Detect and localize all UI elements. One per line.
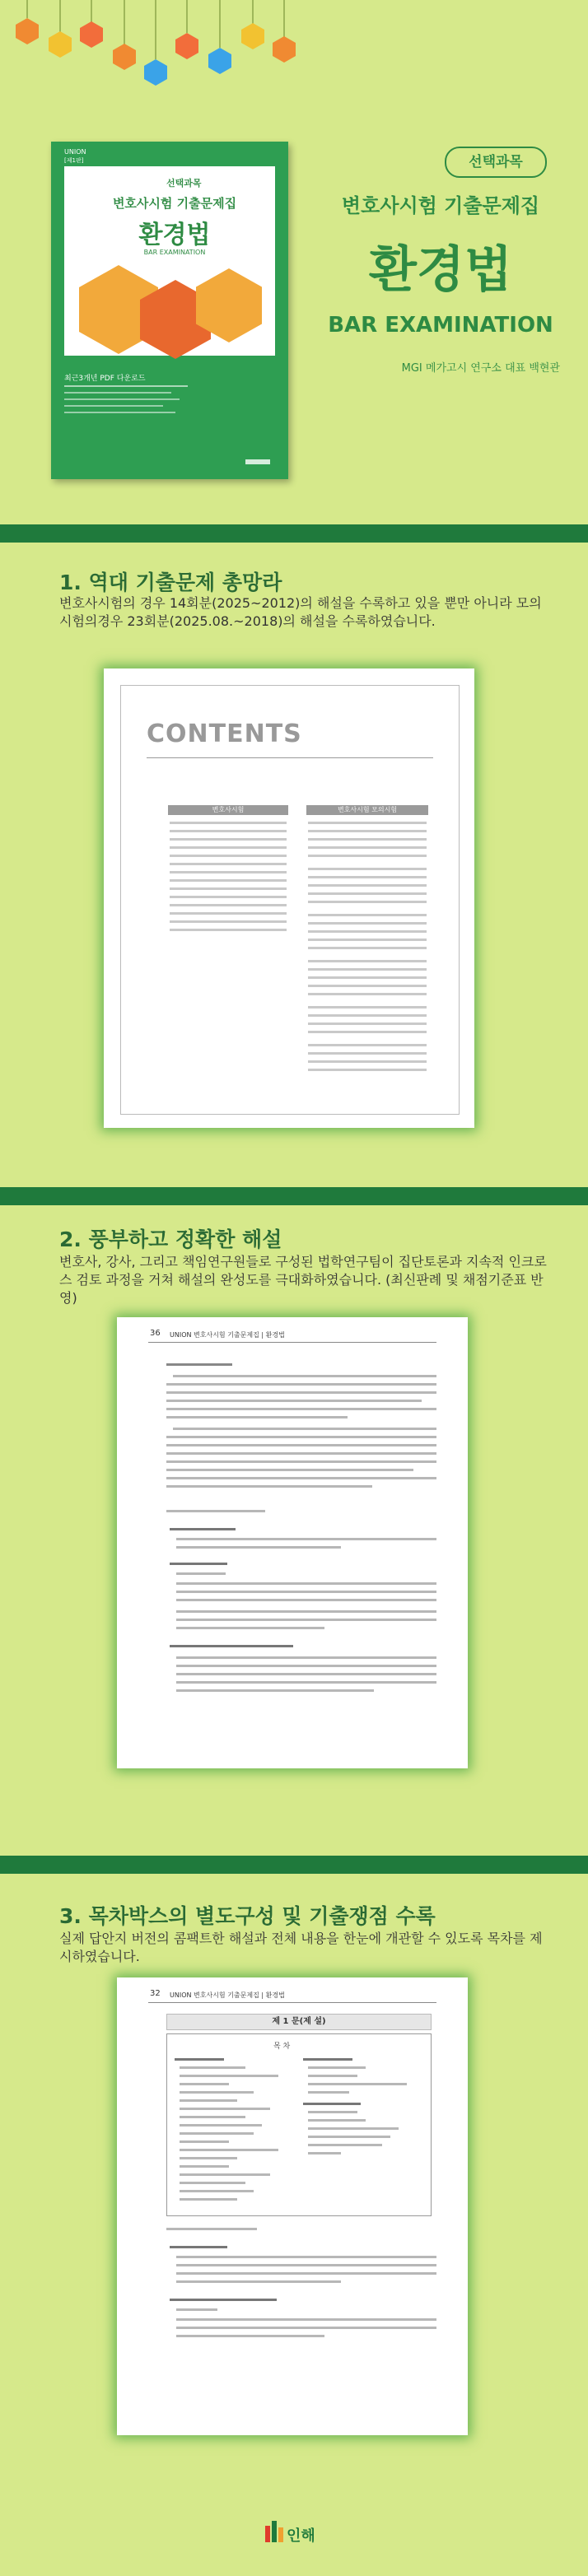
section-divider <box>0 524 588 543</box>
page-number: 36 <box>150 1329 161 1338</box>
book-subtitle: 변호사시험 기출문제집 <box>112 196 237 211</box>
book-publisher-logo <box>245 459 270 464</box>
section-description: 실제 답안지 버전의 콤팩트한 해설과 전체 내용을 한눈에 개관할 수 있도록 목차를 제시하였습니다. <box>59 1931 543 1964</box>
book-bottom-title: 최근3개년 PDF 다운로드 <box>64 375 146 383</box>
toc-label: 목 차 <box>273 2043 291 2051</box>
hero-subtitle: 변호사시험 기출문제집 <box>341 194 540 217</box>
section-description: 변호사시험의 경우 14회분(2025~2012)의 해설을 수록하고 있을 뿐만 아니라 모의시험의경우 23회분(2025.08.~2018)의 해설을 수록하였습니다. <box>59 595 542 629</box>
book-publisher: UNION <box>64 148 86 156</box>
section-title: 3. 목차박스의 별도구성 및 기출쟁점 수록 <box>59 1904 436 1928</box>
commentary-preview <box>117 1317 468 1768</box>
problem-title-box: 제 1 문(제 설) <box>166 2014 432 2030</box>
contents-heading: CONTENTS <box>147 720 302 748</box>
book-edition: [제1판] <box>64 157 84 164</box>
section-description: 변호사, 강사, 그리고 책임연구원들로 구성된 법학연구팀이 집단토론과 지속적 인크로스 검토 과정을 거쳐 해설의 완성도를 극대화하였습니다. (최신판례 및 채점기준표 반영) <box>59 1254 547 1306</box>
hero-title: 환경법 <box>369 241 512 299</box>
publisher-logo-text: 인해 <box>287 2527 315 2545</box>
table-header: 변호사시험 <box>168 805 288 815</box>
table-header: 변호사시험 모의시험 <box>306 805 428 815</box>
contents-preview <box>104 668 474 1128</box>
publisher-logo <box>265 2518 323 2547</box>
page-number: 32 <box>150 1989 161 1998</box>
hero-author: MGI 메가고시 연구소 대표 백현관 <box>401 362 560 375</box>
book-title: 환경법 <box>138 221 211 249</box>
section-divider <box>0 1856 588 1874</box>
subject-tag: 선택과목 <box>445 147 547 178</box>
page-header: UNION 변호사시험 기출문제집 | 환경법 <box>170 1331 285 1339</box>
book-cover <box>51 142 288 479</box>
book-english: BAR EXAMINATION <box>143 249 206 256</box>
toc-preview <box>117 1977 468 2435</box>
section-divider <box>0 1187 588 1205</box>
book-tag: 선택과목 <box>166 178 202 189</box>
hero-english-title: BAR EXAMINATION <box>328 313 553 338</box>
page-header: UNION 변호사시험 기출문제집 | 환경법 <box>170 1991 285 1999</box>
section-title: 1. 역대 기출문제 총망라 <box>59 571 282 594</box>
book-panel <box>64 166 275 356</box>
section-title: 2. 풍부하고 정확한 해설 <box>59 1227 282 1251</box>
